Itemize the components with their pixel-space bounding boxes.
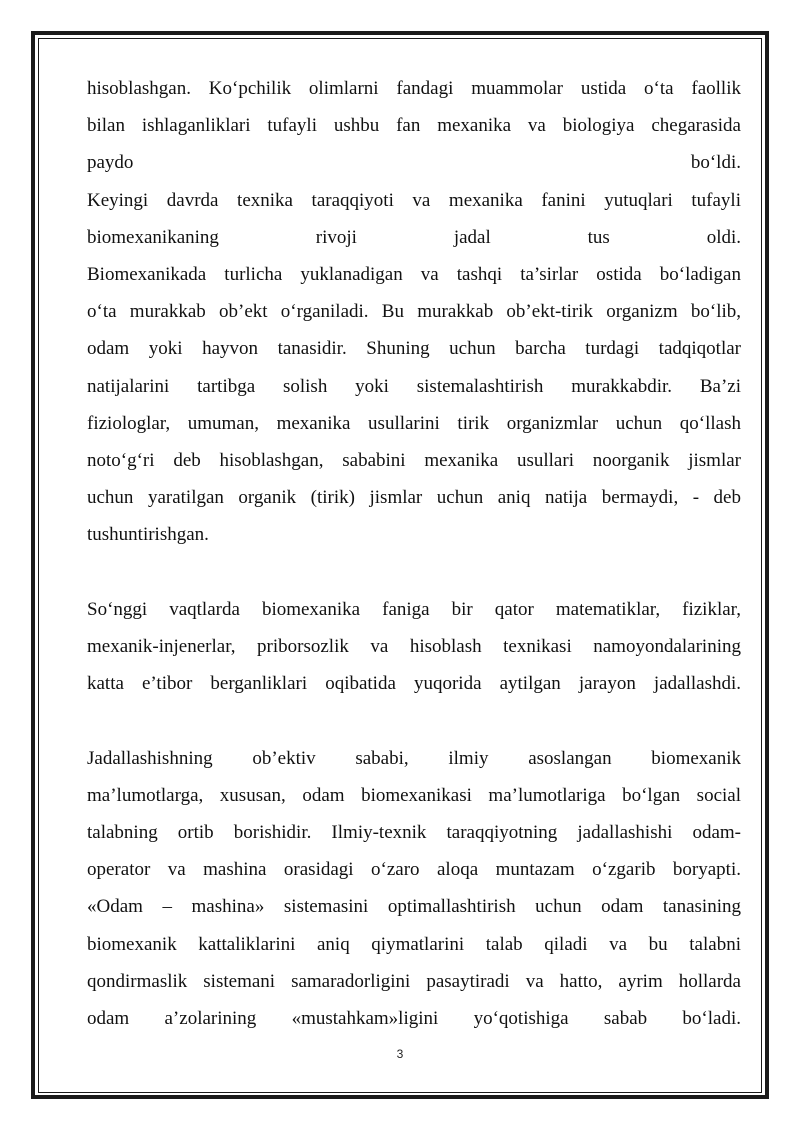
text-line: fiziologlar, umuman, mexanika usullarini tirik organizmlar uchun qo‘llash [87, 412, 741, 434]
text-line: qondirmaslik sistemani samaradorligini pasaytiradi va hatto, ayrim hollarda [87, 970, 741, 992]
text-line: So‘nggi vaqtlarda biomexanika faniga bir qator matematiklar, fiziklar, [87, 598, 741, 620]
text-line: uchun yaratilgan organik (tirik) jismlar uchun aniq natija bermaydi, - deb [87, 487, 741, 509]
text-line: talabning ortib borishidir. Ilmiy-texnik taraqqiyotning jadallashishi odam- [87, 822, 741, 844]
text-line: bilan ishlaganliklari tufayli ushbu fan mexanika va biologiya chegarasida [87, 115, 741, 137]
paragraph-1 [87, 70, 741, 182]
text-line: operator va mashina orasidagi o‘zaro aloqa muntazam o‘zgarib boryapti. [87, 859, 741, 881]
paragraph-spacer [87, 554, 741, 591]
paragraph-3 [87, 256, 741, 554]
text-line: mexanik-injenerlar, priborsozlik va hisoblash texnikasi namoyondalarining [87, 636, 741, 658]
paragraph-spacer [87, 702, 741, 739]
text-line: o‘ta murakkab ob’ekt o‘rganiladi. Bu murakkab ob’ekt-tirik organizm bo‘lib, [87, 301, 741, 323]
text-line: tushuntirishgan. [87, 524, 209, 546]
paragraph-4 [87, 591, 741, 703]
text-line: odam a’zolarining «mustahkam»ligini yo‘qotishiga sabab bo‘ladi. [87, 1008, 741, 1030]
text-line: hisoblashgan. Ko‘pchilik olimlarni fandagi muammolar ustida o‘ta faollik [87, 78, 741, 99]
paragraph-5 [87, 740, 741, 1038]
text-line: odam yoki hayvon tanasidir. Shuning uchun barcha turdagi tadqiqotlar [87, 338, 741, 360]
text-line: «Odam – mashina» sistemasini optimallashtirish uchun odam tanasining [87, 896, 741, 918]
text-line: biomexanik kattaliklarini aniq qiymatlarini talab qiladi va bu talabni [87, 933, 741, 955]
text-line: biomexanikaning rivoji jadal tus oldi. [87, 226, 741, 248]
text-line: natijalarini tartibga solish yoki sistemalashtirish murakkabdir. Ba’zi [87, 375, 741, 397]
text-line: paydo bo‘ldi. [87, 152, 741, 174]
text-line: Jadallashishning ob’ektiv sababi, ilmiy asoslangan biomexanik [87, 747, 741, 769]
text-line: katta e’tibor berganliklari oqibatida yuqorida aytilgan jarayon jadallashdi. [87, 673, 741, 695]
text-line: Biomexanikada turlicha yuklanadigan va tashqi ta’sirlar ostida bo‘ladigan [87, 264, 741, 286]
document-body [87, 70, 741, 1037]
text-line: Keyingi davrda texnika taraqqiyoti va mexanika fanini yutuqlari tufayli [87, 189, 741, 211]
paragraph-2 [87, 182, 741, 256]
text-line: ma’lumotlarga, xususan, odam biomexanikasi ma’lumotlariga bo‘lgan social [87, 784, 741, 806]
page-number: 3 [396, 1047, 404, 1061]
text-line: noto‘g‘ri deb hisoblashgan, sababini mexanika usullari noorganik jismlar [87, 450, 741, 472]
